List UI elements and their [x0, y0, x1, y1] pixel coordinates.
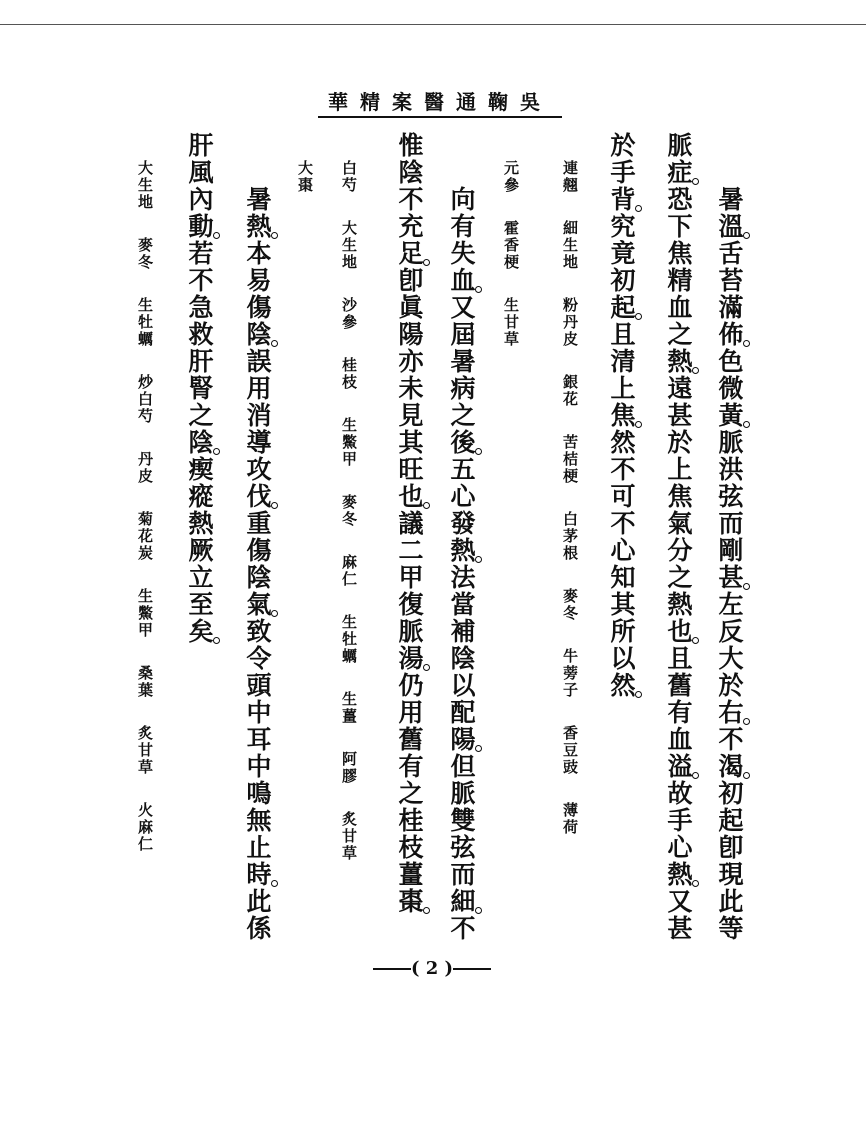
character: 又: [450, 293, 476, 322]
punctuation-mark: [692, 367, 699, 374]
character: 至: [188, 590, 214, 619]
character: 法: [450, 563, 476, 592]
punctuation-mark: [635, 205, 642, 212]
character: 心: [450, 482, 476, 511]
case2-text-line-2: [396, 132, 426, 915]
herb-item: 連翹: [562, 159, 578, 194]
character: 脈: [450, 779, 476, 808]
character: 熱: [188, 509, 214, 538]
character: 甚: [716, 564, 746, 591]
punctuation-mark: [743, 340, 750, 347]
character: 此: [718, 887, 744, 916]
character: 暑: [246, 185, 272, 214]
character: 大: [718, 644, 744, 673]
herb-item: 香豆豉: [562, 724, 578, 776]
character: 不: [188, 266, 214, 295]
case1-text-line-3: [608, 132, 638, 699]
character: 可: [610, 482, 636, 511]
punctuation-mark: [271, 502, 278, 509]
character: 熱: [448, 537, 478, 564]
punctuation-mark: [423, 907, 430, 914]
character: 佈: [716, 321, 746, 348]
character: 誤: [246, 347, 272, 376]
character: 枝: [398, 833, 424, 862]
character: 渴: [716, 753, 746, 780]
character: 有: [450, 212, 476, 241]
character: 洪: [718, 455, 744, 484]
herb-item: 細生地: [562, 219, 578, 271]
character: 議: [398, 509, 424, 538]
character: 瘈: [188, 455, 214, 484]
character: 用: [246, 374, 272, 403]
character: 舊: [398, 725, 424, 754]
punctuation-mark: [635, 691, 642, 698]
character: 脈: [398, 617, 424, 646]
punctuation-mark: [423, 664, 430, 671]
herb-item: 桂枝: [341, 356, 357, 391]
running-header: 吳鞠通醫案精華: [328, 90, 552, 114]
herb-item: 阿膠: [341, 750, 357, 785]
character: 之: [667, 320, 693, 349]
character: 究: [610, 212, 636, 241]
punctuation-mark: [475, 286, 482, 293]
character: 向: [450, 185, 476, 214]
case3-text-line-1: [244, 186, 274, 942]
character: 配: [450, 698, 476, 727]
rule-left: [373, 968, 411, 970]
punctuation-mark: [635, 421, 642, 428]
character: 不: [610, 455, 636, 484]
character: 又: [667, 887, 693, 916]
character: 當: [450, 590, 476, 619]
character: 苔: [718, 266, 744, 295]
character: 也: [396, 483, 426, 510]
character: 動: [186, 213, 216, 240]
herb-item: 粉丹皮: [562, 296, 578, 348]
character: 心: [667, 833, 693, 862]
character: 所: [610, 617, 636, 646]
character: 若: [188, 239, 214, 268]
character: 時: [244, 861, 274, 888]
character: 舊: [667, 671, 693, 700]
character: 焦: [667, 239, 693, 268]
punctuation-mark: [743, 232, 750, 239]
character: 剛: [718, 536, 744, 565]
character: 傷: [246, 536, 272, 565]
character: 致: [246, 617, 272, 646]
character: 知: [610, 563, 636, 592]
character: 眞: [398, 293, 424, 322]
character: 細: [448, 888, 478, 915]
character: 甚: [667, 401, 693, 430]
character: 弦: [718, 482, 744, 511]
character: 甚: [667, 914, 693, 943]
character: 但: [450, 752, 476, 781]
character: 血: [448, 267, 478, 294]
herb-item: 苦桔梗: [562, 433, 578, 485]
herb-item: 麥冬: [137, 236, 153, 271]
punctuation-mark: [692, 637, 699, 644]
character: 之: [450, 401, 476, 430]
character: 血: [667, 725, 693, 754]
character: 救: [188, 320, 214, 349]
page-number: [352, 958, 512, 979]
character: 故: [667, 779, 693, 808]
character: 脈: [718, 428, 744, 457]
herb-item: 生鱉甲: [137, 587, 153, 639]
character: 症: [665, 159, 695, 186]
punctuation-mark: [743, 421, 750, 428]
character: 止: [246, 833, 272, 862]
character: 以: [610, 644, 636, 673]
character: 熱: [244, 213, 274, 240]
punctuation-mark: [692, 178, 699, 185]
herb-item: 麥冬: [341, 493, 357, 528]
character: 中: [246, 698, 272, 727]
character: 未: [398, 374, 424, 403]
character: 然: [608, 672, 638, 699]
punctuation-mark: [213, 448, 220, 455]
punctuation-mark: [475, 907, 482, 914]
character: 然: [610, 428, 636, 457]
character: 黃: [716, 402, 746, 429]
character: 不: [718, 725, 744, 754]
herb-item: 生牡蠣: [341, 613, 357, 665]
character: 急: [188, 293, 214, 322]
character: 充: [398, 212, 424, 241]
character: 肝: [188, 347, 214, 376]
herb-item: 麻仁: [341, 553, 357, 588]
herb-item: 薄荷: [562, 801, 578, 836]
character: 起: [608, 294, 638, 321]
character: 手: [610, 158, 636, 187]
case1-prescription-a: [562, 160, 582, 836]
herb-item: 生牡蠣: [137, 296, 153, 348]
punctuation-mark: [743, 718, 750, 725]
character: 補: [450, 617, 476, 646]
herb-item: 沙參: [341, 296, 357, 331]
case2-text-line-1: [448, 186, 478, 942]
character: 左: [718, 590, 744, 619]
punctuation-mark: [271, 880, 278, 887]
character: 陰: [246, 563, 272, 592]
character: 色: [718, 347, 744, 376]
character: 卽: [718, 833, 744, 862]
herb-item: 生甘草: [503, 296, 519, 348]
character: 陰: [398, 158, 424, 187]
character: 上: [667, 455, 693, 484]
character: 湯: [396, 645, 426, 672]
punctuation-mark: [475, 448, 482, 455]
character: 攻: [246, 455, 272, 484]
character: 厥: [188, 536, 214, 565]
header-underline: [318, 116, 562, 118]
character: 不: [398, 185, 424, 214]
punctuation-mark: [213, 232, 220, 239]
character: 雙: [450, 806, 476, 835]
character: 棗: [396, 888, 426, 915]
case2-prescription-b: [297, 160, 317, 194]
character: 有: [667, 698, 693, 727]
character: 焦: [667, 482, 693, 511]
character: 氣: [667, 509, 693, 538]
character: 分: [667, 536, 693, 565]
character: 精: [667, 266, 693, 295]
character: 其: [610, 590, 636, 619]
punctuation-mark: [743, 583, 750, 590]
herb-item: 生鱉甲: [341, 416, 357, 468]
character: 足: [396, 240, 426, 267]
character: 遠: [667, 374, 693, 403]
herb-item: 炙甘草: [341, 810, 357, 862]
character: 且: [667, 644, 693, 673]
punctuation-mark: [692, 772, 699, 779]
character: 暑: [450, 347, 476, 376]
character: 之: [188, 401, 214, 430]
herb-item: 銀花: [562, 373, 578, 408]
character: 氣: [244, 591, 274, 618]
character: 導: [246, 428, 272, 457]
case2-prescription-a: [341, 160, 361, 862]
case1-prescription-b: [503, 160, 523, 348]
character: 弦: [450, 833, 476, 862]
character: 立: [188, 563, 214, 592]
character: 消: [246, 401, 272, 430]
character: 耳: [246, 725, 272, 754]
character: 竟: [610, 239, 636, 268]
character: 陰: [450, 644, 476, 673]
character: 溫: [716, 213, 746, 240]
punctuation-mark: [271, 340, 278, 347]
character: 肝: [188, 131, 214, 160]
character: 內: [188, 185, 214, 214]
herb-item: 菊花炭: [137, 510, 153, 562]
character: 薑: [398, 860, 424, 889]
character: 惟: [398, 131, 424, 160]
character: 陽: [448, 726, 478, 753]
character: 用: [398, 698, 424, 727]
character: 而: [718, 509, 744, 538]
character: 於: [610, 131, 636, 160]
character: 暑: [718, 185, 744, 214]
punctuation-mark: [475, 745, 482, 752]
character: 於: [667, 428, 693, 457]
character: 背: [608, 186, 638, 213]
character: 腎: [188, 374, 214, 403]
character: 舌: [718, 239, 744, 268]
character: 其: [398, 428, 424, 457]
character: 中: [246, 752, 272, 781]
character: 易: [246, 266, 272, 295]
character: 上: [610, 374, 636, 403]
page-number-text: ( 2 ): [410, 958, 454, 979]
character: 桂: [398, 806, 424, 835]
punctuation-mark: [423, 502, 430, 509]
case1-text-line-1: [716, 186, 746, 942]
herb-item: 白茅根: [562, 510, 578, 562]
character: 陽: [398, 320, 424, 349]
character: 起: [718, 806, 744, 835]
punctuation-mark: [475, 556, 482, 563]
punctuation-mark: [271, 232, 278, 239]
herb-item: 大棗: [297, 159, 313, 194]
character: 也: [665, 618, 695, 645]
character: 旺: [398, 455, 424, 484]
character: 無: [246, 806, 272, 835]
character: 現: [718, 860, 744, 889]
punctuation-mark: [692, 880, 699, 887]
character: 風: [188, 158, 214, 187]
herb-item: 元參: [503, 159, 519, 194]
herb-item: 牛蒡子: [562, 647, 578, 699]
character: 反: [718, 617, 744, 646]
character: 等: [718, 914, 744, 943]
character: 熱: [665, 348, 695, 375]
character: 不: [450, 914, 476, 943]
character: 溢: [665, 753, 695, 780]
character: 係: [246, 914, 272, 943]
herb-item: 麥冬: [562, 587, 578, 622]
character: 二: [398, 536, 424, 565]
top-rule: [0, 24, 866, 25]
character: 重: [246, 509, 272, 538]
character: 屆: [450, 320, 476, 349]
character: 令: [246, 644, 272, 673]
character: 不: [610, 509, 636, 538]
herb-item: 生薑: [341, 690, 357, 725]
punctuation-mark: [635, 313, 642, 320]
character: 熱: [667, 590, 693, 619]
character: 後: [448, 429, 478, 456]
punctuation-mark: [271, 610, 278, 617]
herb-item: 炒白芍: [137, 373, 153, 425]
punctuation-mark: [423, 259, 430, 266]
punctuation-mark: [213, 637, 220, 644]
herb-item: 炙甘草: [137, 724, 153, 776]
character: 失: [450, 239, 476, 268]
character: 且: [610, 320, 636, 349]
character: 之: [667, 563, 693, 592]
punctuation-mark: [743, 772, 750, 779]
herb-item: 白芍: [341, 159, 357, 194]
character: 於: [718, 671, 744, 700]
character: 伐: [244, 483, 274, 510]
character: 傷: [246, 293, 272, 322]
character: 血: [667, 293, 693, 322]
character: 卽: [398, 266, 424, 295]
character: 發: [450, 509, 476, 538]
character: 微: [718, 374, 744, 403]
character: 手: [667, 806, 693, 835]
character: 下: [667, 212, 693, 241]
case3-text-line-2: [186, 132, 216, 645]
character: 矣: [186, 618, 216, 645]
character: 鳴: [246, 779, 272, 808]
case1-text-line-2: [665, 132, 695, 942]
character: 清: [610, 347, 636, 376]
herb-item: 大生地: [137, 159, 153, 211]
character: 而: [450, 860, 476, 889]
character: 滿: [718, 293, 744, 322]
rule-right: [453, 968, 491, 970]
character: 甲: [398, 563, 424, 592]
character: 本: [246, 239, 272, 268]
herb-item: 丹皮: [137, 450, 153, 485]
herb-item: 火麻仁: [137, 801, 153, 853]
character: 此: [246, 887, 272, 916]
character: 瘲: [188, 482, 214, 511]
character: 頭: [246, 671, 272, 700]
character: 復: [398, 590, 424, 619]
character: 右: [716, 699, 746, 726]
character: 五: [450, 455, 476, 484]
character: 熱: [665, 861, 695, 888]
case3-prescription-a: [137, 160, 157, 853]
character: 見: [398, 401, 424, 430]
herb-item: 大生地: [341, 219, 357, 271]
character: 心: [610, 536, 636, 565]
character: 以: [450, 671, 476, 700]
character: 陰: [186, 429, 216, 456]
character: 亦: [398, 347, 424, 376]
character: 初: [610, 266, 636, 295]
character: 恐: [667, 185, 693, 214]
herb-item: 霍香梗: [503, 219, 519, 271]
character: 脈: [667, 131, 693, 160]
character: 陰: [244, 321, 274, 348]
character: 仍: [398, 671, 424, 700]
character: 之: [398, 779, 424, 808]
character: 有: [398, 752, 424, 781]
character: 病: [450, 374, 476, 403]
character: 焦: [608, 402, 638, 429]
character: 初: [718, 779, 744, 808]
herb-item: 桑葉: [137, 664, 153, 699]
